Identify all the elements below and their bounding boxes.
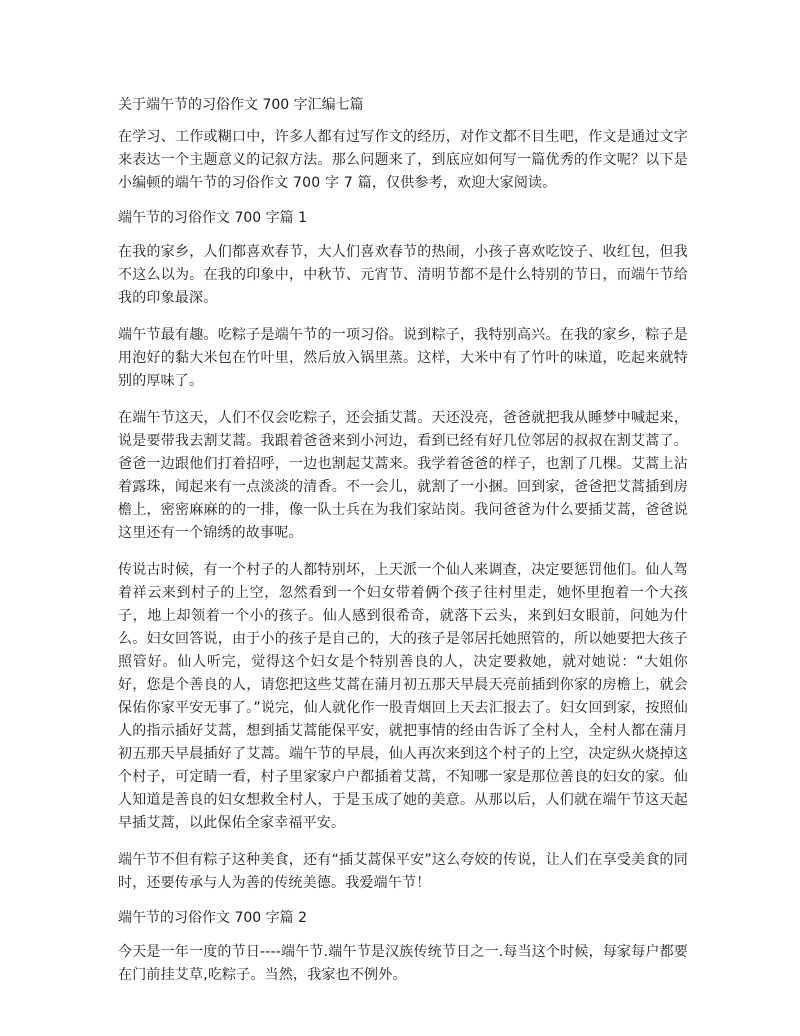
- section-1-paragraph-2: 端午节最有趣。吃粽子是端午节的一项习俗。说到粽子，我特别高兴。在我的家乡，粽子是用泡好的黏大米包在竹叶里，然后放入锅里蒸。这样，大米中有了竹叶的味道，吃起来就特别的厚味了。: [118, 327, 688, 389]
- section-1-paragraph-5: 端午节不但有粽子这种美食，还有“插艾蒿保平安”这么夸姣的传说，让人们在享受美食的同时，还要传承与人为善的传统美德。我爱端午节！: [118, 852, 688, 891]
- section-1-paragraph-1: 在我的家乡，人们都喜欢春节，大人们喜欢春节的热闹，小孩子喜欢吃饺子、收红包，但我不这么以为。在我的印象中，中秋节、元宵节、清明节都不是什么特别的节日，而端午节给我的印象最深。: [118, 244, 688, 306]
- section-1-paragraph-4: 传说古时候，有一个村子的人都特别坏，上天派一个仙人来调查，决定要惩罚他们。仙人驾着祥云来到村子的上空，忽然看到一个妇女带着俩个孩子往村里走，她怀里抱着一个大孩子，地上却领着一个小的孩子。仙人感到很希奇，就落下云头，来到妇女眼前，问她为什么。妇女回答说，由于小的孩子是自己的，大的孩子是邻居托她照管的，所以她要把大孩子照管好。仙人听完，觉得这个妇女是个特别善良的人，决定要救她，就对她说：“大姐你好，您是个善良的人，请您把这些艾蒿在蒲月初五那天早晨天亮前插到你家的房檐上，就会保佑你家平安无事了。”说完，仙人就化作一股青烟回上天去汇报去了。妇女回到家，按照仙人的指示插好艾蒿，想到插艾蒿能保平安，就把事情的经由告诉了全村人，全村人都在蒲月初五那天早晨插好了艾蒿。端午节的早晨，仙人再次来到这个村子的上空，决定纵火烧掉这个村子，可定睛一看，村子里家家户户都插着艾蒿，不知哪一家是那位善良的妇女的家。仙人知道是善良的妇女想救全村人，于是玉成了她的美意。从那以后，人们就在端午节这天起早插艾蒿，以此保佑全家幸福平安。: [118, 562, 688, 831]
- section-2-paragraph-1: 今天是一年一度的节日----端午节.端午节是汉族传统节日之一.每当这个时候，每家每户都要在门前挂艾草,吃粽子。当然，我家也不例外。: [118, 944, 688, 983]
- document-title: 关于端午节的习俗作文 700 字汇编七篇: [118, 97, 364, 113]
- document-body: [118, 96, 688, 1001]
- section-2-heading: 端午节的习俗作文 700 字篇 2: [118, 910, 307, 926]
- section-1-paragraph-3: 在端午节这天，人们不仅会吃粽子，还会插艾蒿。天还没亮，爸爸就把我从睡梦中喊起来，说是要带我去割艾蒿。我跟着爸爸来到小河边，看到已经有好几位邻居的叔叔在割艾蒿了。爸爸一边跟他们打着招呼，一边也割起艾蒿来。我学着爸爸的样子，也割了几棵。艾蒿上沾着露珠，闻起来有一点淡淡的清香。不一会儿，就割了一小捆。回到家，爸爸把艾蒿插到房檐上，密密麻麻的的一排，像一队士兵在为我们家站岗。我问爸爸为什么要插艾蒿，爸爸说这里还有一个锦绣的故事呢。: [118, 410, 688, 541]
- section-1-heading: 端午节的习俗作文 700 字篇 1: [118, 210, 307, 226]
- intro-paragraph: 在学习、工作或糊口中，许多人都有过写作文的经历，对作文都不目生吧，作文是通过文字来表达一个主题意义的记叙方法。那么问题来了，到底应如何写一篇优秀的作文呢？以下是小编顿的端午节的习俗作文 700 字 7 篇，仅供参考，欢迎大家阅读。: [118, 129, 688, 191]
